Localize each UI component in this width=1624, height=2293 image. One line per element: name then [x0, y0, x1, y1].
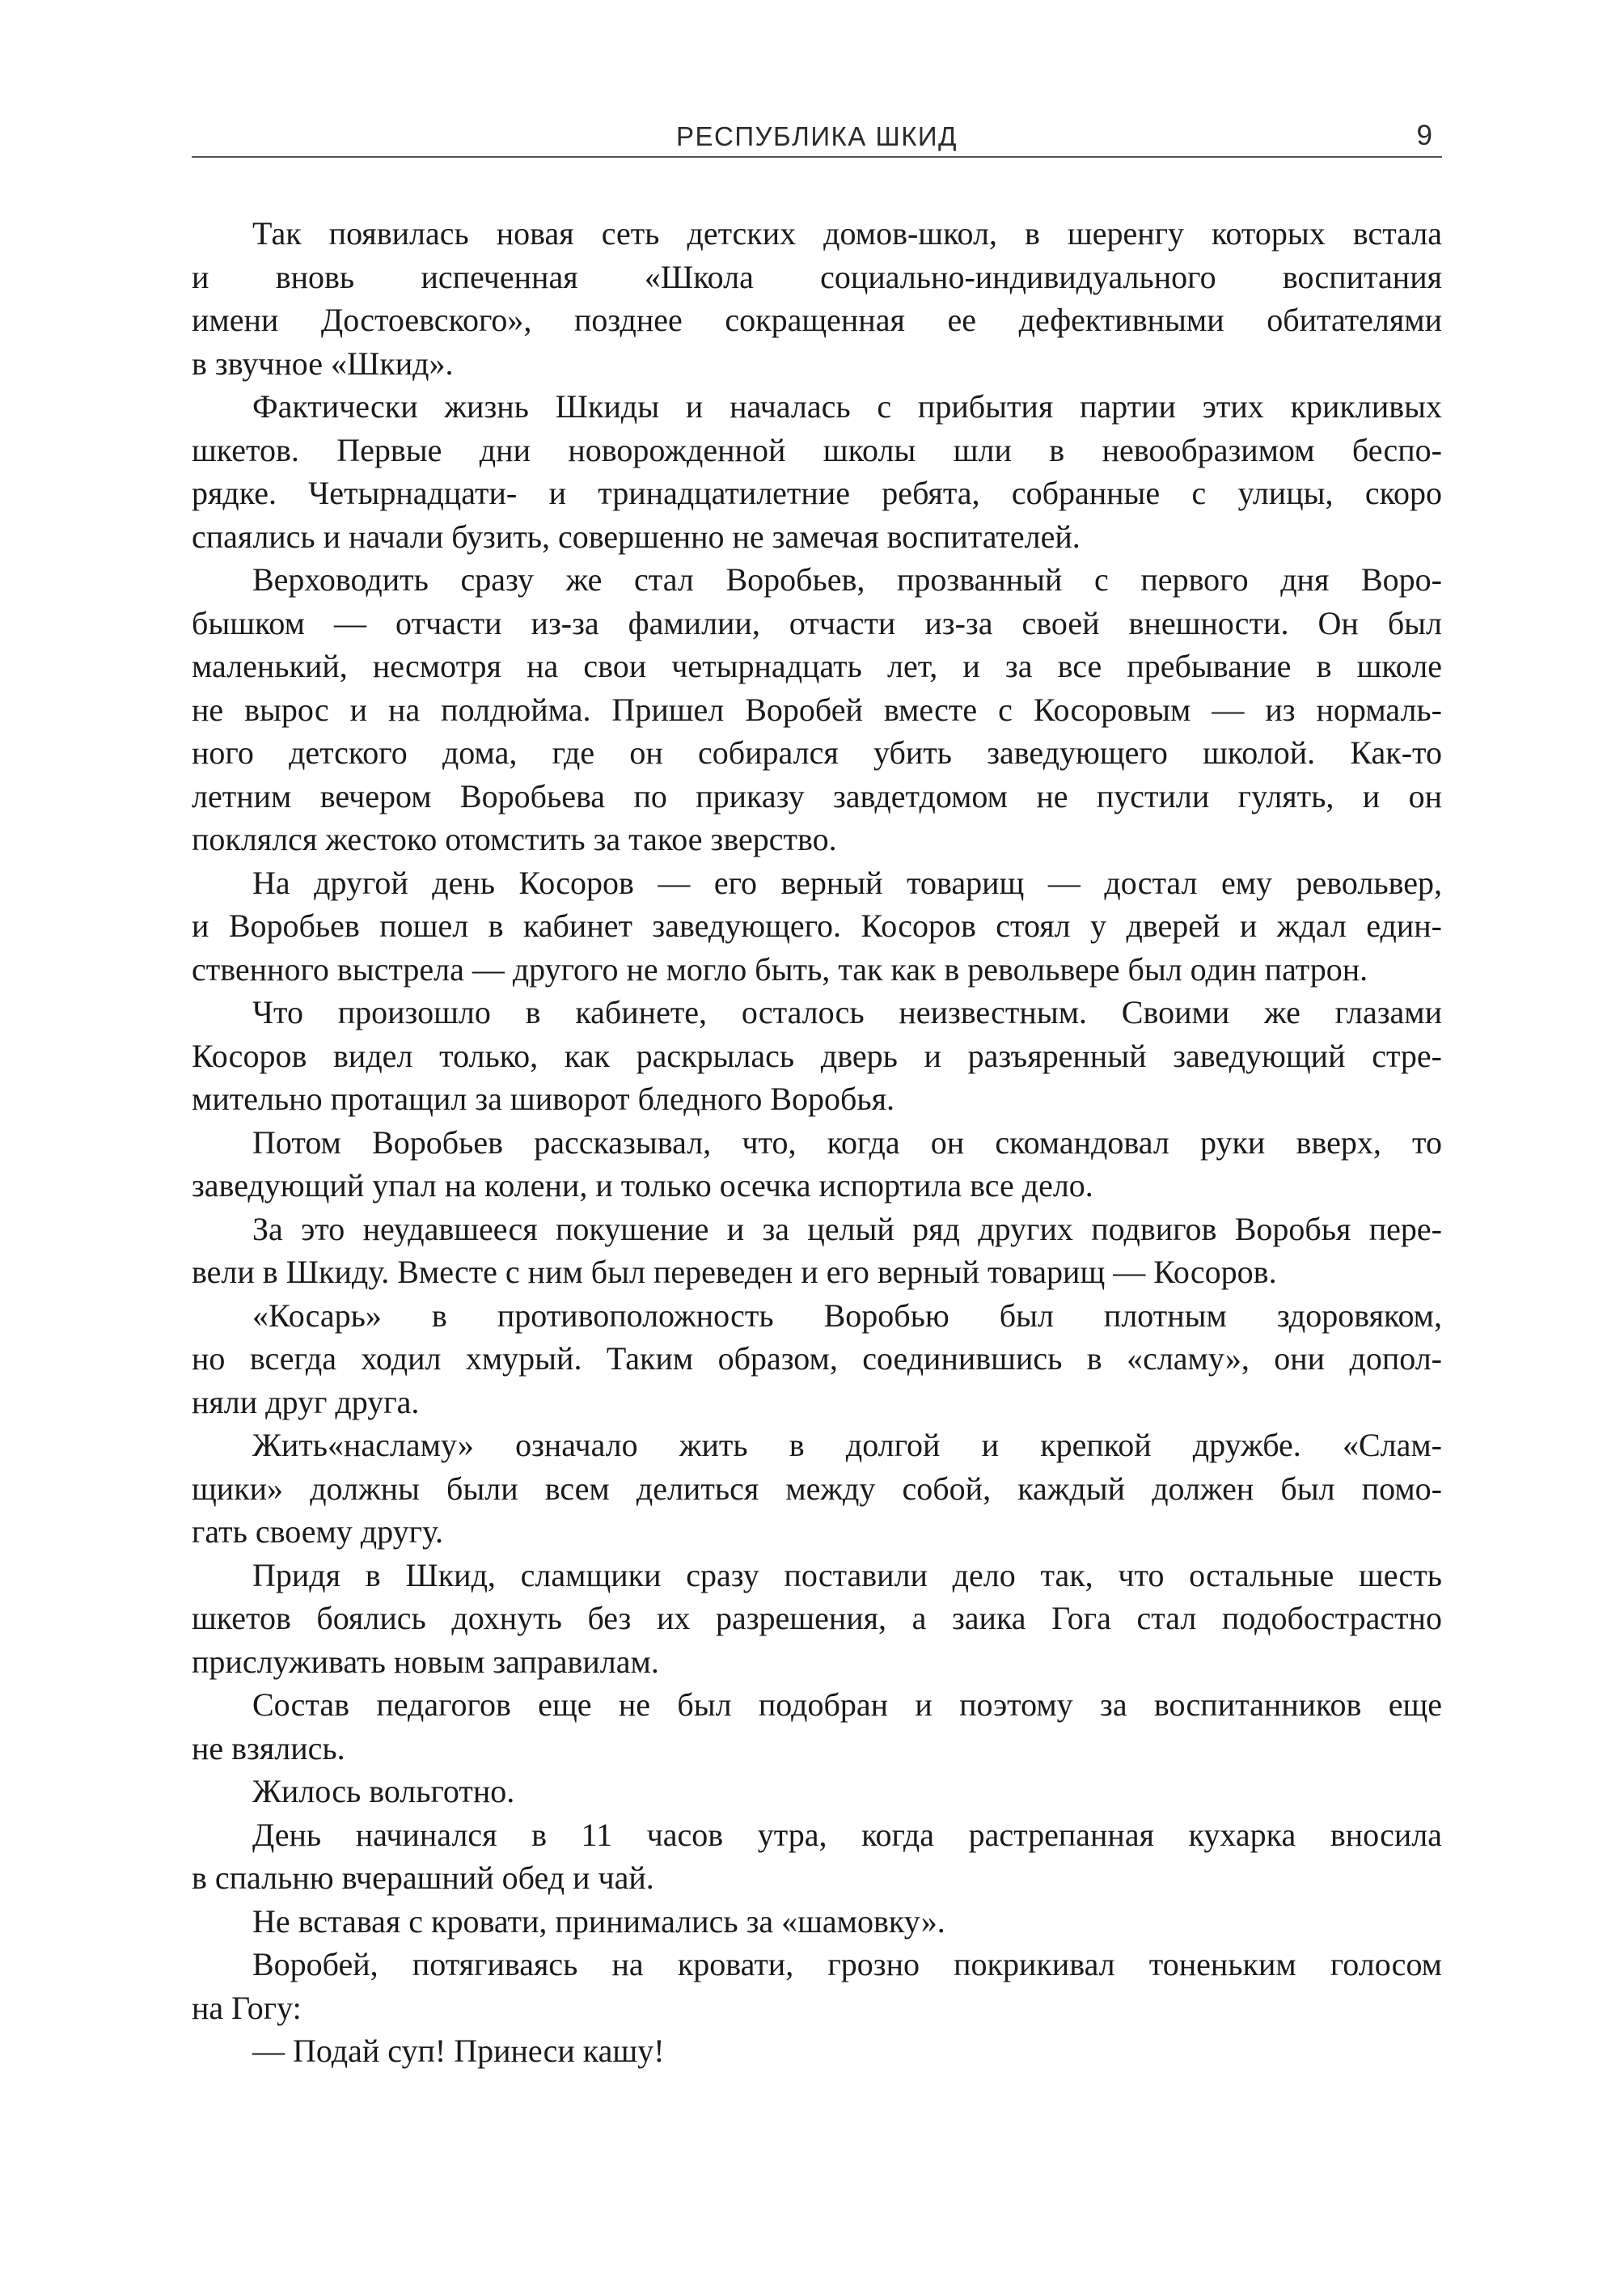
paragraph — [192, 861, 1442, 992]
page-header — [192, 115, 1442, 157]
text-line: заведующий упал на колени, и только осечка испортила все дело. — [192, 1167, 1093, 1204]
text-line: За это неудавшееся покушение и за целый ряд других подвигов Воробья пере- — [252, 1210, 1442, 1247]
paragraph — [192, 1813, 1442, 1900]
text-line: в звучное «Шкид». — [192, 345, 454, 382]
paragraph — [192, 1208, 1442, 1294]
text-line: Состав педагогов еще не был подобран и поэтому за воспитанников еще — [252, 1686, 1442, 1723]
paragraph — [192, 212, 1442, 385]
text-line: — Подай суп! Принеси кашу! — [252, 2033, 665, 2069]
paragraph — [192, 1770, 1442, 1813]
text-line: но всегда ходил хмурый. Таким образом, соединившись в «сламу», они допол- — [192, 1340, 1442, 1377]
text-line: мительно протащил за шиворот бледного Воробья. — [192, 1081, 895, 1117]
page-number: 9 — [1416, 120, 1432, 151]
paragraph — [192, 1294, 1442, 1424]
paragraph — [192, 2029, 1442, 2073]
text-line: няли друг друга. — [192, 1383, 420, 1420]
text-line: Воробей, потягиваясь на кровати, грозно покрикивал тоненьким голосом — [252, 1946, 1442, 1982]
text-line: не вырос и на полдюйма. Пришел Воробей вместе с Косоровым — из нормаль- — [192, 691, 1442, 728]
body-text — [192, 212, 1442, 2073]
text-line: На другой день Косоров — его верный товарищ — достал ему револьвер, — [252, 864, 1442, 901]
text-line: спаялись и начали бузить, совершенно не замечая воспитателей. — [192, 518, 1081, 555]
text-line: рядке. Четырнадцати- и тринадцатилетние ребята, собранные с улицы, скоро — [192, 475, 1442, 511]
text-line: поклялся жестоко отомстить за такое зверство. — [192, 821, 837, 857]
text-line: Потом Воробьев рассказывал, что, когда он скомандовал руки вверх, то — [252, 1123, 1442, 1161]
text-line: не взялись. — [192, 1729, 345, 1766]
paragraph — [192, 1424, 1442, 1554]
text-line: Фактически жизнь Шкиды и началась с прибытия партии этих крикливых — [252, 388, 1442, 425]
text-line: прислуживать новым заправилам. — [192, 1643, 659, 1680]
text-line: вели в Шкиду. Вместе с ним был переведен и его верный товарищ — Косоров. — [192, 1254, 1277, 1290]
paragraph — [192, 1121, 1442, 1208]
text-line: бышком — отчасти из-за фамилии, отчасти из-за своей внешности. Он был — [192, 604, 1442, 641]
text-line: на Гогу: — [192, 1989, 302, 2026]
text-line: и Воробьев пошел в кабинет заведующего. Косоров стоял у дверей и ждал един- — [192, 907, 1442, 944]
text-line: Верховодить сразу же стал Воробьев, прозванный с первого дня Воро- — [252, 561, 1442, 598]
text-line: Не вставая с кровати, принимались за «шамовку». — [252, 1902, 945, 1940]
text-line: в спальню вчерашний обед и чай. — [192, 1859, 654, 1896]
text-line: Жилось вольготно. — [252, 1773, 515, 1809]
text-line: Придя в Шкид, сламщики сразу поставили дело так, что остальные шесть — [252, 1556, 1442, 1593]
text-line: День начинался в 11 часов утра, когда растрепанная кухарка вносила — [252, 1816, 1442, 1853]
paragraph — [192, 1943, 1442, 2029]
text-line: Косоров видел только, как раскрылась дверь и разъяренный заведующий стре- — [192, 1037, 1442, 1074]
paragraph — [192, 991, 1442, 1121]
text-line: шкетов боялись дохнуть без их разрешения, а заика Гога стал подобострастно — [192, 1600, 1442, 1636]
text-line: «Косарь» в противоположность Воробью был плотным здоровяком, — [252, 1297, 1442, 1334]
paragraph — [192, 1900, 1442, 1944]
text-line: ственного выстрела — другого не могло быть, так как в револьвере был один патрон. — [192, 950, 1368, 988]
running-title: РЕСПУБЛИКА ШКИД — [675, 121, 958, 151]
text-line: Так появилась новая сеть детских домов-школ, в шеренгу которых встала — [252, 215, 1442, 252]
text-line: и вновь испеченная «Школа социально-индивидуального воспитания — [192, 258, 1442, 295]
text-line: щики» должны были всем делиться между собой, каждый должен был помо- — [192, 1470, 1442, 1507]
text-line: маленький, несмотря на свои четырнадцать лет, и за все пребывание в школе — [192, 648, 1442, 684]
text-line: Что произошло в кабинете, осталось неизвестным. Своими же глазами — [252, 994, 1442, 1030]
paragraph — [192, 1554, 1442, 1684]
text-line: ного детского дома, где он собирался убить заведующего школой. Как-то — [192, 734, 1442, 771]
text-line: имени Достоевского», позднее сокращенная ее дефективными обитателями — [192, 302, 1442, 338]
text-line: Жить«насламу» означало жить в долгой и крепкой дружбе. «Слам- — [252, 1427, 1442, 1463]
text-line: летним вечером Воробьева по приказу завдетдомом не пустили гулять, и он — [192, 777, 1442, 814]
paragraph — [192, 385, 1442, 558]
header-rule — [192, 156, 1442, 158]
paragraph — [192, 1683, 1442, 1770]
text-line: шкетов. Первые дни новорожденной школы шли в невообразимом беспо- — [192, 431, 1442, 468]
paragraph — [192, 558, 1442, 861]
text-line: гать своему другу. — [192, 1513, 443, 1550]
